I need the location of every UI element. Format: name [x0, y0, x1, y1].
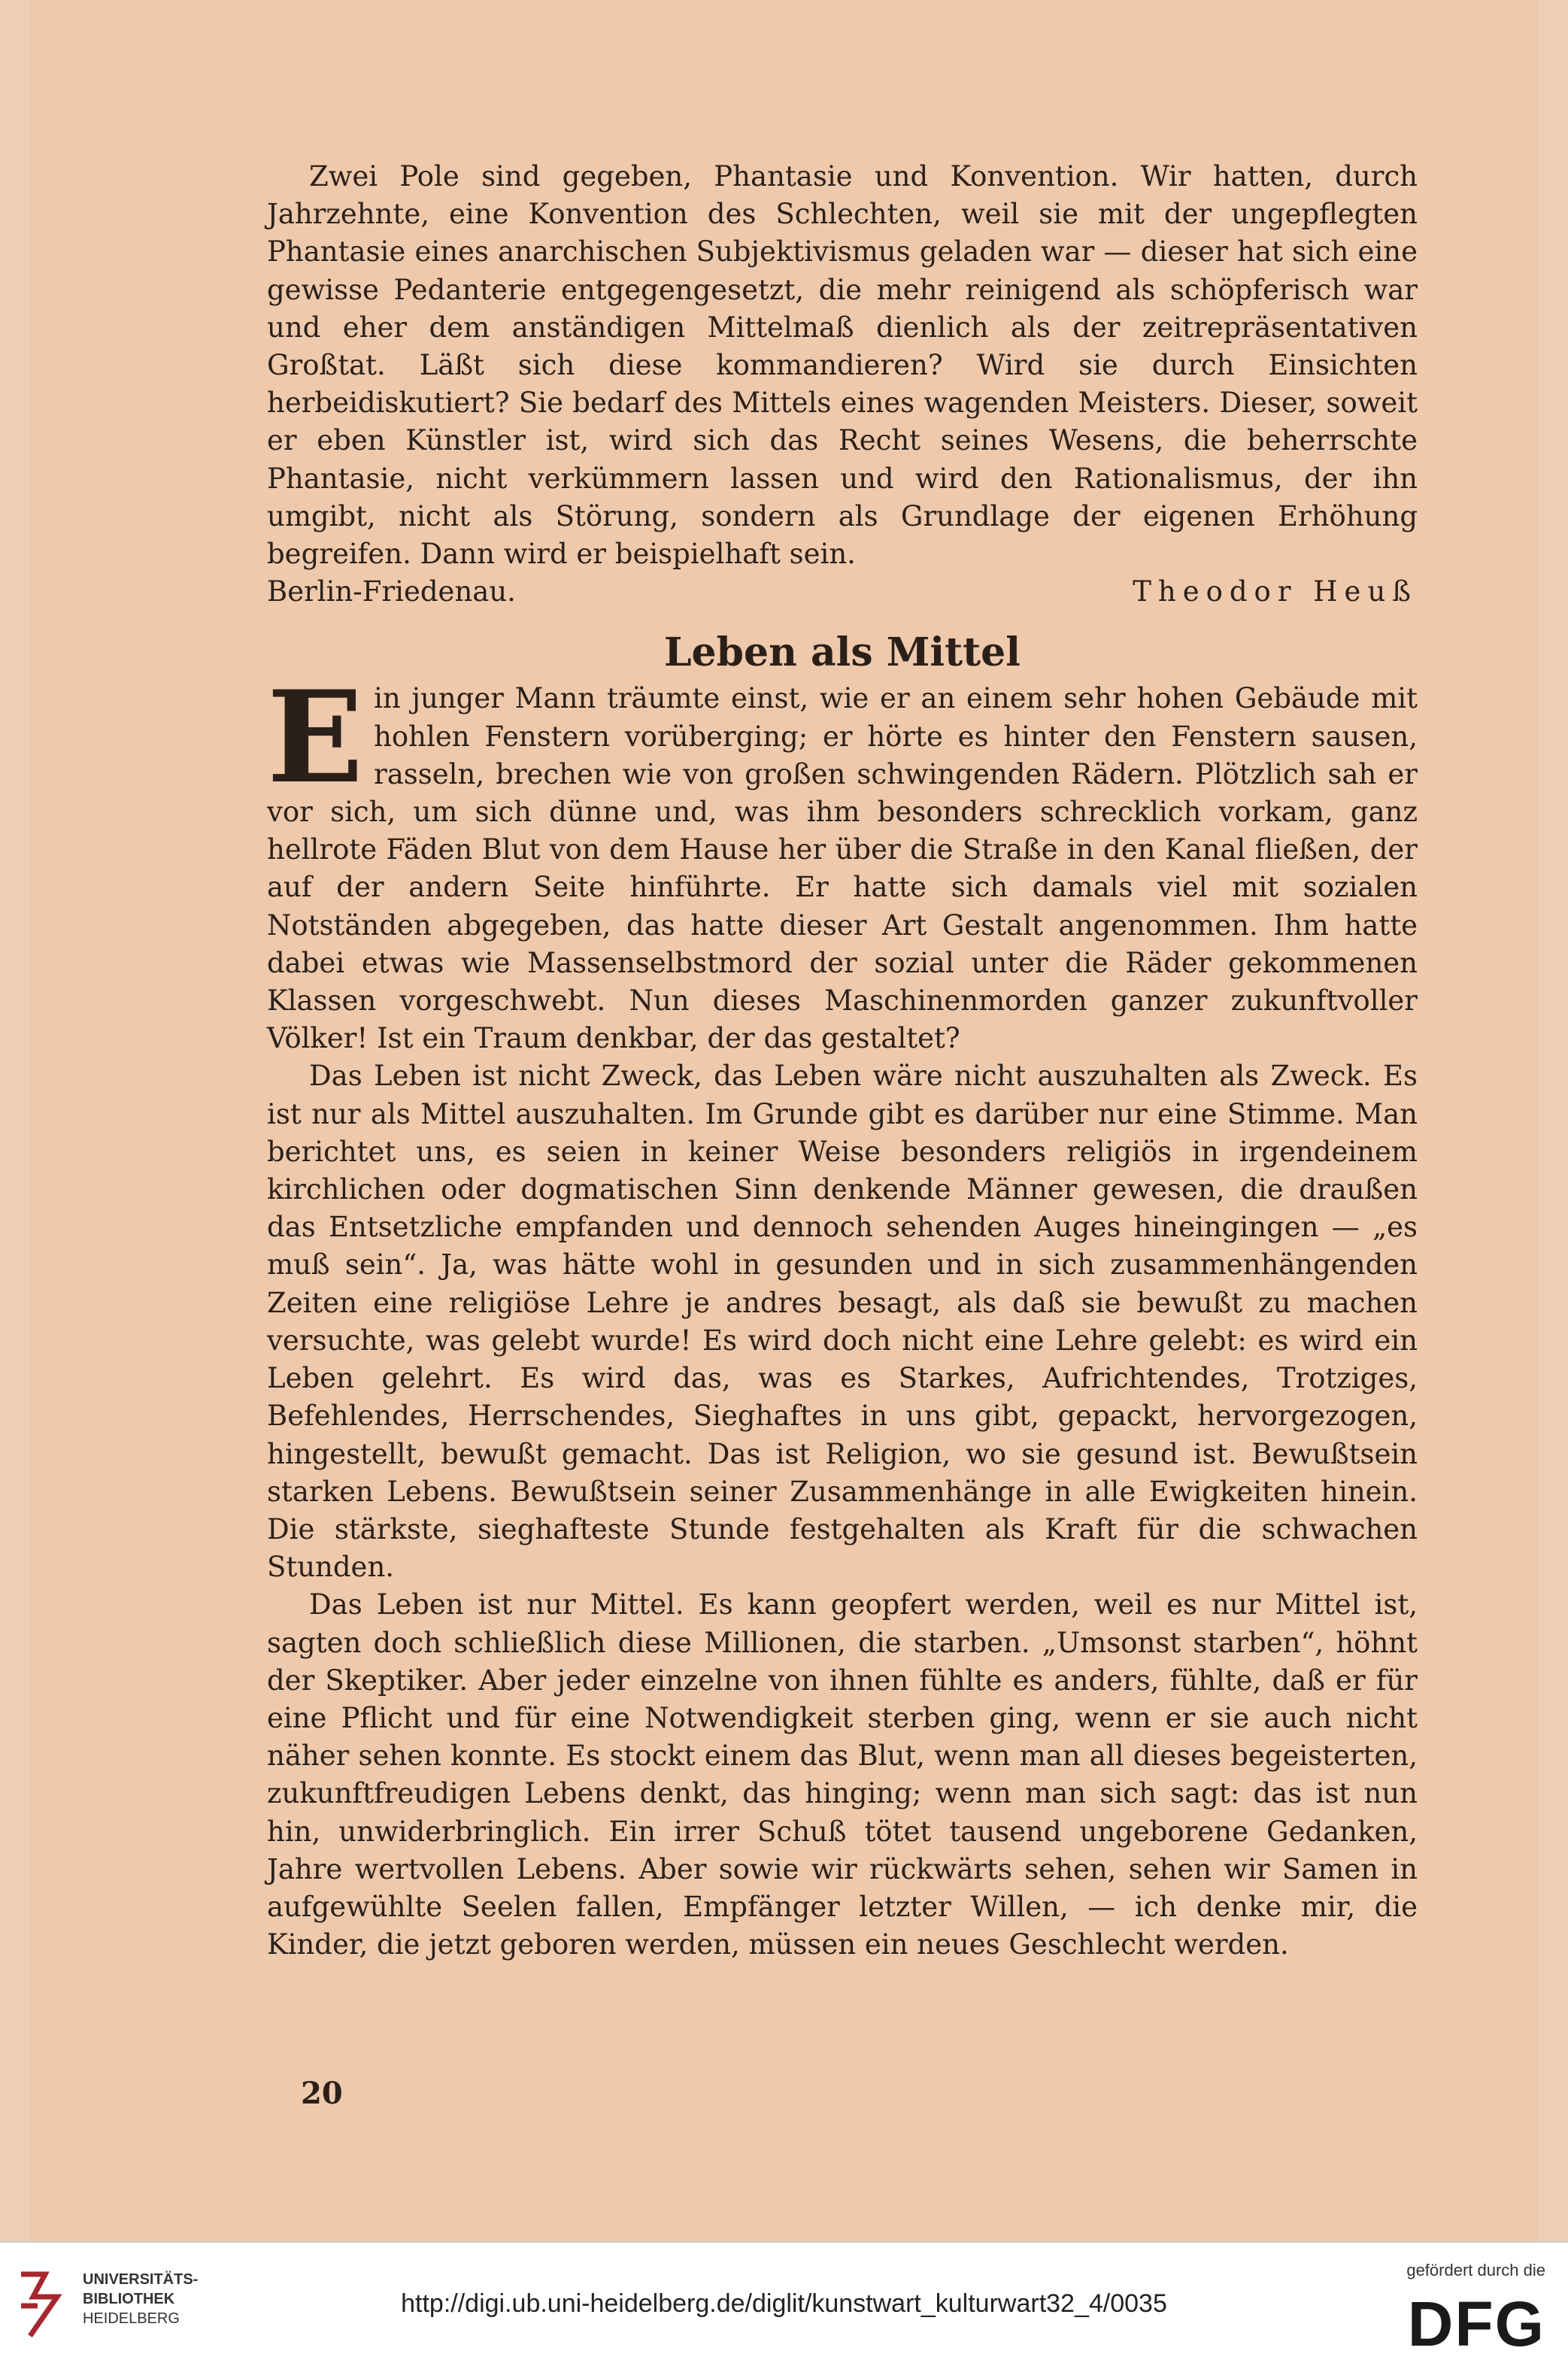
library-name-line-2: BIBLIOTHEK: [83, 2291, 175, 2307]
library-name-line-3: HEIDELBERG: [83, 2310, 180, 2327]
article1-paragraph: Zwei Pole sind gegeben, Phantasie und Konvention. Wir hatten, durch Jahrzehnte, eine Konvention des Schlechten, weil sie mit der ungepflegten Phantasie eines anarchischen Subjektivismus geladen war — dieser hat sich eine gewisse Pedanterie entgegengesetzt, die mehr reinigend als schöpferisch war und eher dem anständigen Mittelmaß dienlich als der zeitrepräsentativen Großtat. Läßt sich diese kommandieren? Wird sie durch Einsichten herbeidiskutiert? Sie bedarf des Mittels eines wagenden Meisters. Dieser, soweit er eben Künstler ist, wird sich das Recht seines Wesens, die beherrschte Phantasie, nicht verkümmern lassen und wird den Rationalismus, der ihn umgibt, nicht als Störung, sondern als Grundlage der eigenen Erhöhung begreifen. Dann wird er beispielhaft sein.: [267, 160, 1418, 571]
page-text: [267, 158, 1418, 1964]
drop-cap: E: [267, 663, 364, 812]
viewer-footer: [0, 2241, 1568, 2369]
article-title: Leben als Mittel: [663, 629, 1021, 676]
article2-paragraph-1-text: in junger Mann träumte einst, wie er an einem sehr hohen Gebäude mit hohlen Fenstern vorüberging; er hörte es hinter den Fenstern sausen, rasseln, brechen wie von großen schwingenden Rädern. Plötzlich sah er vor sich, um sich dünne und, was ihm besonders schrecklich vorkam, ganz hellrote Fäden Blut von dem Hause her über die Straße in den Kanal fließen, der auf der andern Seite hinführte. Er hatte sich damals viel mit sozialen Notständen abgegeben, das hatte dieser Art Gestalt angenommen. Ihm hatte dabei etwas wie Massenselbstmord der sozial unter die Räder gekommenen Klassen vorgeschwebt. Nun dieses Maschinenmorden ganzer zukunftvoller Völker! Ist ein Traum denkbar, der das gestaltet?: [267, 682, 1418, 1055]
page-number: 20: [301, 2076, 343, 2111]
signature-place: Berlin-Friedenau.: [267, 575, 516, 608]
funder-label: gefördert durch die: [1406, 2261, 1545, 2280]
signature-line: [267, 573, 1418, 611]
permalink-url[interactable]: http://digi.ub.uni-heidelberg.de/diglit/kunstwart_kulturwart32_4/0035: [401, 2289, 1167, 2318]
library-name-line-1: UNIVERSITÄTS-: [83, 2271, 199, 2288]
dfg-logo: DFG: [1407, 2289, 1545, 2359]
article2-paragraph-2: Das Leben ist nicht Zweck, das Leben wäre nicht auszuhalten als Zweck. Es ist nur als Mittel auszuhalten. Im Grunde gibt es darüber nur eine Stimme. Man berichtet uns, es seien in keiner Weise besonders religiös in irgendeinem kirchlichen oder dogmatischen Sinn denkende Männer gewesen, die draußen das Entsetzliche empfanden und dennoch sehenden Auges hineingingen — „es muß sein“. Ja, was hätte wohl in gesunden und in sich zusammenhängenden Zeiten eine religiöse Lehre je andres besagt, als daß sie bewußt zu machen versuchte, was gelebt wurde! Es wird doch nicht eine Lehre gelebt: es wird ein Leben gelehrt. Es wird das, was es Starkes, Aufrichtendes, Trotziges, Befehlendes, Herrschendes, Sieghaftes in uns gibt, gepackt, hervorgezogen, hingestellt, bewußt gemacht. Das ist Religion, wo sie gesund ist. Bewußtsein starken Lebens. Bewußtsein seiner Zusammenhänge in alle Ewigkeiten hinein. Die stärkste, sieghafteste Stunde festgehalten als Kraft für die schwachen Stunden.: [267, 1060, 1418, 1584]
article2-paragraph-1: [267, 663, 1418, 1057]
article2-paragraph-3: Das Leben ist nur Mittel. Es kann geopfert werden, weil es nur Mittel ist, sagten doch schließlich diese Millionen, die starben. „Umsonst starben“, höhnt der Skeptiker. Aber jeder einzelne von ihnen fühlte es anders, fühlte, daß er für eine Pflicht und für eine Notwendigkeit sterben ging, wenn er sie auch nicht näher sehen konnte. Es stockt einem das Blut, wenn man all dieses begeisterten, zukunftfreudigen Lebens denkt, das hinging; wenn man sich sagt: das ist nun hin, unwiderbringlich. Ein irrer Schuß tötet tausend ungeborene Gedanken, Jahre wertvollen Lebens. Aber sowie wir rückwärts sehen, sehen wir Samen in aufgewühlte Seelen fallen, Empfänger letzter Willen, — ich denke mir, die Kinder, die jetzt geboren werden, müssen ein neues Geschlecht werden.: [267, 1588, 1418, 1961]
signature-author: Theodor Heuß: [1133, 575, 1418, 608]
